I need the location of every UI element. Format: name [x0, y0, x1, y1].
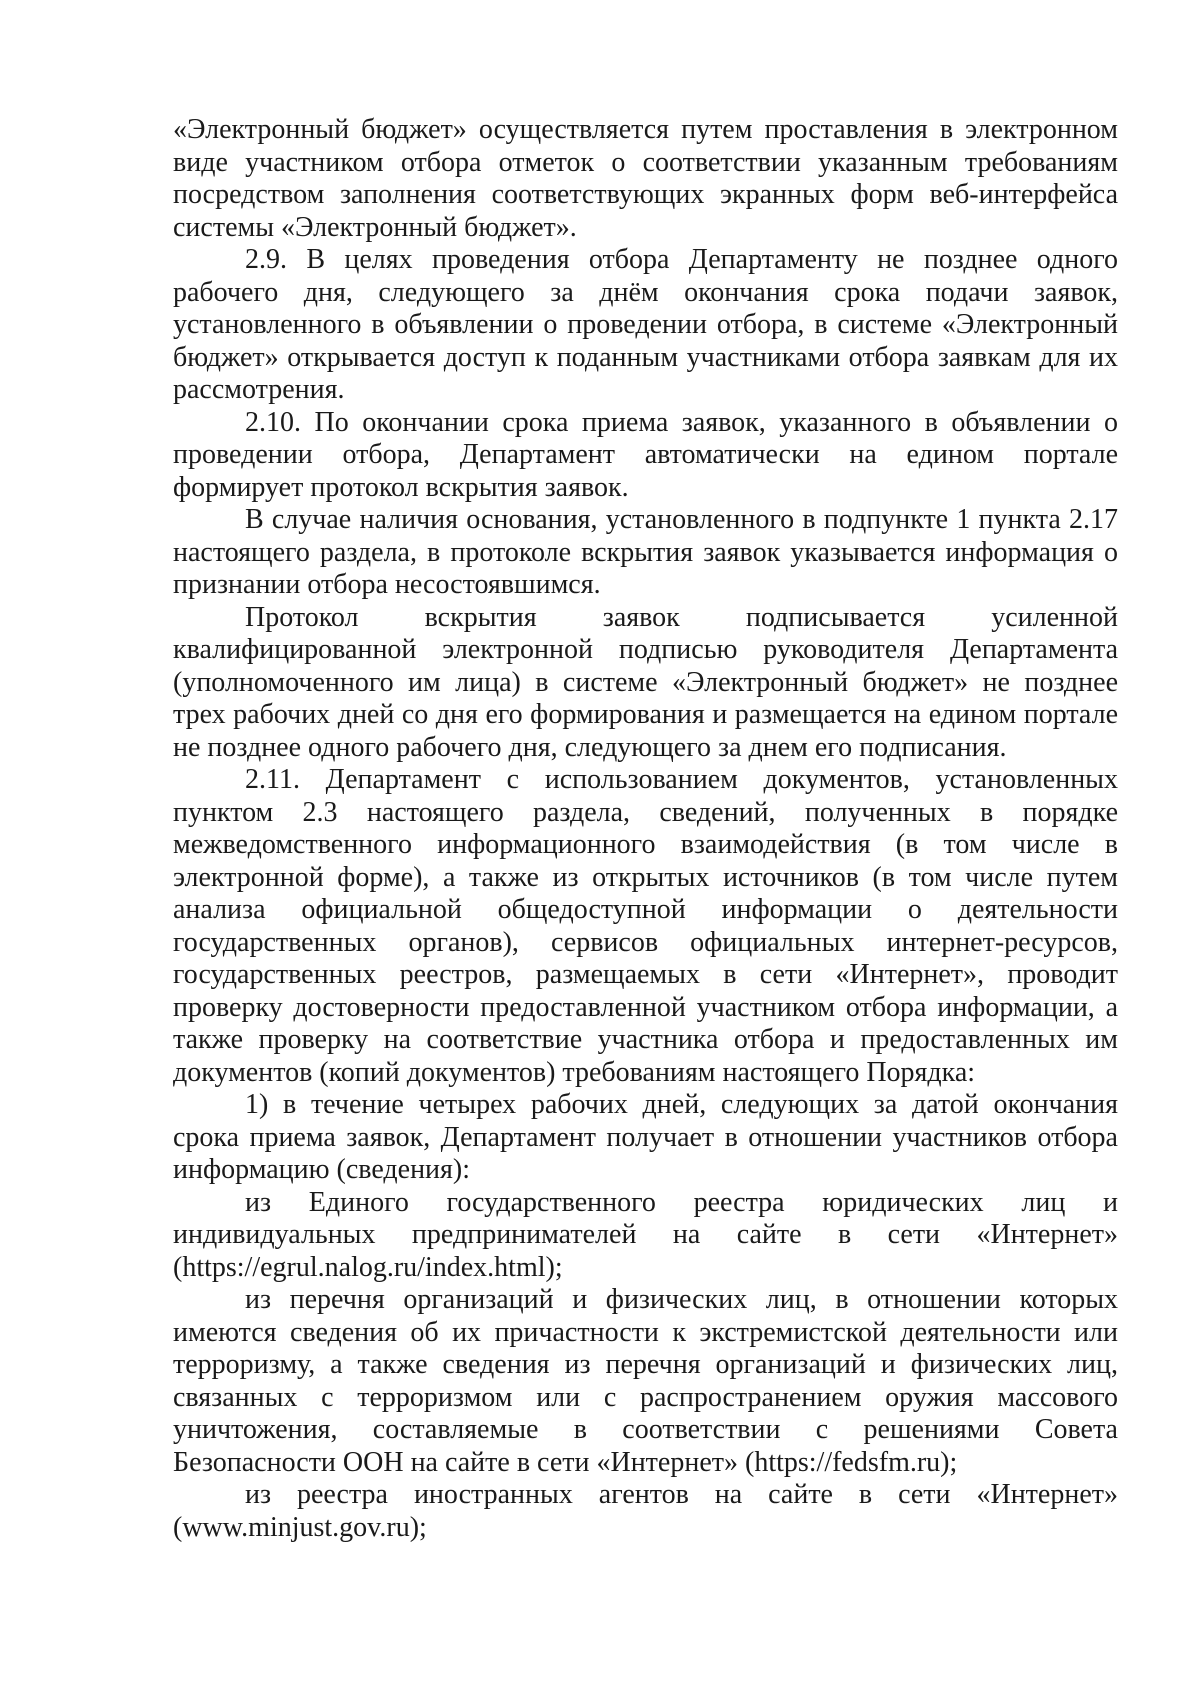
- paragraph-minjust-source: из реестра иностранных агентов на сайте в сети «Интернет» (www.minjust.gov.ru);: [173, 1479, 1118, 1543]
- paragraph-2-11: 2.11. Департамент с использованием документов, установленных пунктом 2.3 настоящего раздела, сведений, полученных в порядке межведомственного информационного взаимодействия (в том числе в электронной форме), а также из открытых источников (в том числе путем анализа официальной общедоступной информации о деятельности государственных органов), сервисов официальных интернет-ресурсов, государственных реестров, размещаемых в сети «Интернет», проводит проверку достоверности предоставленной участником отбора информации, а также проверку на соответствие участника отбора и предоставленных им документов (копий документов) требованиям настоящего Порядка:: [173, 764, 1118, 1088]
- paragraph-fedsfm-source: из перечня организаций и физических лиц, в отношении которых имеются сведения об их причастности к экстремистской деятельности или терроризму, а также сведения из перечня организаций и физических лиц, связанных с терроризмом или с распространением оружия массового уничтожения, составляемые в соответствии с решениями Совета Безопасности ООН на сайте в сети «Интернет» (https://fedsfm.ru);: [173, 1284, 1118, 1478]
- paragraph-item-1: 1) в течение четырех рабочих дней, следующих за датой окончания срока приема заявок, Департамент получает в отношении участников отбора информацию (сведения):: [173, 1089, 1118, 1185]
- paragraph-2-10: 2.10. По окончании срока приема заявок, указанного в объявлении о проведении отбора, Департамент автоматически на едином портале формирует протокол вскрытия заявок.: [173, 406, 1118, 503]
- paragraph-failed-selection: В случае наличия основания, установленного в подпункте 1 пункта 2.17 настоящего раздела, в протоколе вскрытия заявок указывается информация о признании отбора несостоявшимся.: [173, 504, 1118, 600]
- paragraph-electronic-budget-marks: «Электронный бюджет» осуществляется путем проставления в электронном виде участником отбора отметок о соответствии указанным требованиям посредством заполнения соответствующих экранных форм веб-интерфейса системы «Электронный бюджет».: [173, 114, 1118, 243]
- paragraph-egrul-source: из Единого государственного реестра юридических лиц и индивидуальных предпринимателей на сайте в сети «Интернет» (https://egrul.nalog.ru/index.html);: [173, 1186, 1118, 1283]
- paragraph-2-9: 2.9. В целях проведения отбора Департаменту не позднее одного рабочего дня, следующего за днём окончания срока подачи заявок, установленного в объявлении о проведении отбора, в системе «Электронный бюджет» открывается доступ к поданным участниками отбора заявкам для их рассмотрения.: [173, 244, 1118, 405]
- paragraph-protocol-signing: Протокол вскрытия заявок подписывается усиленной квалифицированной электронной подписью руководителя Департамента (уполномоченного им лица) в системе «Электронный бюджет» не позднее трех рабочих дней со дня его формирования и размещается на едином портале не позднее одного рабочего дня, следующего за днем его подписания.: [173, 601, 1118, 763]
- document-body: [173, 114, 1118, 1544]
